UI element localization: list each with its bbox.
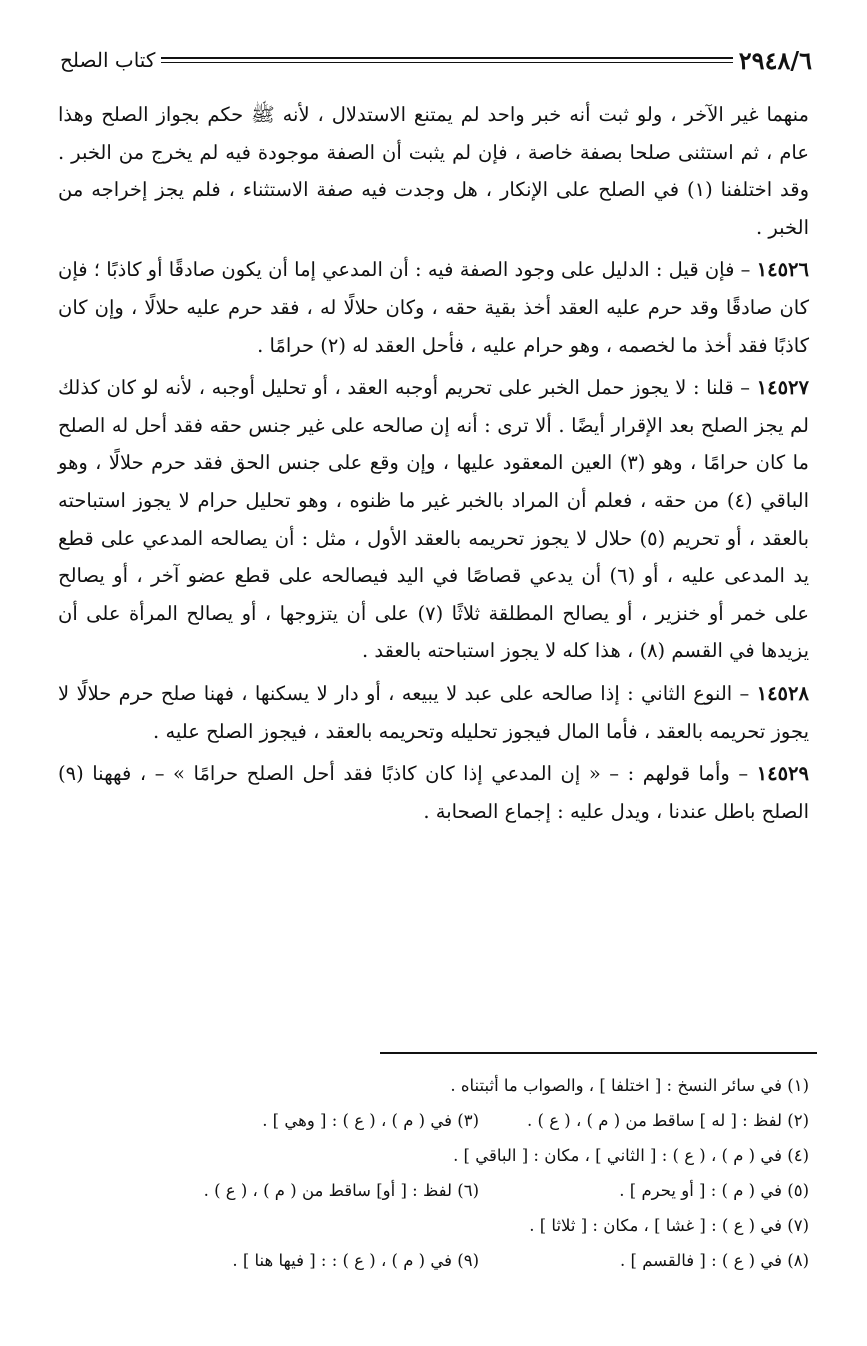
footnote: (١) في سائر النسخ : [ اختلفا ] ، والصواب ما أثبتناه .: [450, 1076, 809, 1095]
main-text: [58, 96, 809, 835]
footnote-row: [58, 1068, 809, 1103]
paragraph-number: ١٤٥٢٦: [756, 258, 809, 282]
book-title: كتاب الصلح: [60, 48, 156, 72]
paragraph-text: – قلنا : لا يجوز حمل الخبر على تحريم أوجبه العقد ، أو تحليل أوجبه ، لأنه لو كان كذلك لم يجز الصلح بعد الإقرار أيضًا . ألا ترى : أنه إن صالحه على غير جنس حقه فقد أحل له الصلح ما كان حرامًا ، وهو (٣) العين المعقود عليها ، وإن وقع على جنس الحق فقد حرم حلالًا ، وهو الباقي (٤) من حقه ، فعلم أن المراد بالخبر غير ما ظنوه ، وهو تحليل حرام لا يجوز استباحته بالعقد ، أو تحريم (٥) حلال لا يجوز تحريمه بالعقد الأول ، مثل : أن يصالحه المدعي على قطع يد المدعى عليه ، أو (٦) أن يدعي قصاصًا في اليد فيصالحه على قطع عضو آخر ، أو يصالح على خمر أو خنزير ، أو يصالح المطلقة ثلاثًا (٧) على أن يتزوجها ، أو يصالح المرأة على أن يزيدها في القسم (٨) ، هذا كله لا يجوز استباحته بالعقد .: [58, 376, 810, 663]
paragraph: [58, 251, 809, 364]
footnote: (٢) لفظ : [ له ] ساقط من ( م ) ، ( ع ) .: [527, 1111, 809, 1130]
paragraph-text: – وأما قولهم : – « إن المدعي إذا كان كاذبًا فقد أحل الصلح حرامًا » – ، فههنا (٩) الصلح باطل عندنا ، ويدل عليه : إجماع الصحابة .: [58, 762, 809, 823]
paragraph: [58, 96, 809, 246]
footnote: (٩) في ( م ) ، ( ع ) : : [ فيها هنا ] .: [232, 1251, 479, 1270]
paragraph-number: ١٤٥٢٧: [756, 376, 809, 400]
footnote: (٦) لفظ : [ أو] ساقط من ( م ) ، ( ع ) .: [203, 1181, 479, 1200]
footnote-row: [58, 1208, 809, 1243]
paragraph: [58, 755, 809, 830]
header-rule: [161, 57, 732, 63]
page-number: ٢٩٤٨/٦: [738, 45, 812, 75]
paragraph-text: – فإن قيل : الدليل على وجود الصفة فيه : أن المدعي إما أن يكون صادقًا أو كاذبًا ؛ فإن كان صادقًا وقد حرم عليه العقد أخذ بقية حقه ، وكان حلالًا له ، فقد حرم عليه حلالًا ، وإن كان كاذبًا فقد أخذ ما لخصمه ، وهو حرام عليه ، فأحل العقد له (٢) حرامًا .: [58, 258, 809, 357]
paragraph: [58, 369, 809, 670]
footnote-separator: [380, 1052, 817, 1054]
footnote-row: [58, 1173, 809, 1208]
footnote-row: [58, 1103, 809, 1138]
paragraph-number: ١٤٥٢٨: [756, 681, 809, 705]
footnote: (٥) في ( م ) : [ أو يحرم ] .: [619, 1181, 809, 1200]
footnote: (٤) في ( م ) ، ( ع ) : [ الثاني ] ، مكان : [ الباقي ] .: [453, 1146, 809, 1165]
footnote: (٣) في ( م ) ، ( ع ) : [ وهي ] .: [262, 1111, 479, 1130]
paragraph-number: ١٤٥٢٩: [756, 762, 809, 786]
footnote-row: [58, 1243, 809, 1278]
footnote: (٨) في ( ع ) : [ فالقسم ] .: [620, 1251, 809, 1270]
footnotes: [58, 1068, 809, 1278]
page-header: [60, 42, 812, 78]
paragraph-text: منهما غير الآخر ، ولو ثبت أنه خبر واحد لم يمتنع الاستدلال ، لأنه ﷺ حكم بجواز الصلح وهذا عام ، ثم استثنى صلحا بصفة خاصة ، فإن لم يثبت أن الصفة موجودة فيه لم يخرج من الخبر . وقد اختلفنا (١) في الصلح على الإنكار ، هل وجدت فيه صفة الاستثناء ، فلم يجز إخراجه من الخبر .: [58, 103, 810, 239]
footnote: (٧) في ( ع ) : [ غشا ] ، مكان : [ ثلاثا ] .: [529, 1216, 809, 1235]
paragraph: [58, 675, 809, 750]
paragraph-text: – النوع الثاني : إذا صالحه على عبد لا يبيعه ، أو دار لا يسكنها ، فهنا صلح حرم حلالًا لا يجوز تحريمه بالعقد ، فأما المال فيجوز تحليله وتحريمه بالعقد ، فيجوز الصلح عليه .: [58, 681, 809, 743]
footnote-row: [58, 1138, 809, 1173]
